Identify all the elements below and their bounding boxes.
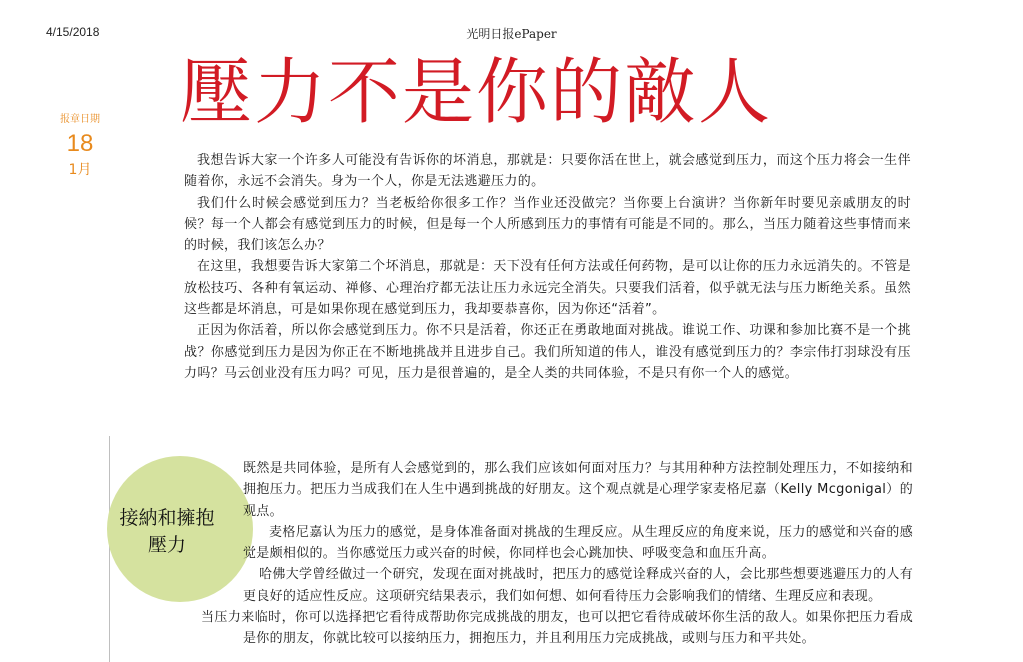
- article-paragraph: 我想告诉大家一个许多人可能没有告诉你的坏消息，那就是：只要你活在世上，就会感觉到压力，而这个压力将会一生伴随着你，永远不会消失。身为一个人，你是无法逃避压力的。: [184, 153, 911, 190]
- date-day: 18: [66, 130, 94, 157]
- headline: 壓力不是你的敵人: [180, 50, 773, 134]
- article-paragraph: 在这里，我想要告诉大家第二个坏消息，那就是：天下没有任何方法或任何药物，是可以让你的压力永远消失的。不管是放松技巧、各种有氧运动、禅修、心理治疗都无法让压力永远完全消失。只要我们活着，似乎就无法与压力断绝关系。虽然这些都是坏消息，可是如果你现在感觉到压力，我却要恭喜你，因为你还“活着”。: [184, 259, 911, 318]
- date-month: 1月: [68, 162, 92, 178]
- section-title-line: 接納和擁抱: [119, 507, 215, 529]
- article-paragraph: 我们什么时候会感觉到压力？当老板给你很多工作？当作业还没做完？当你要上台演讲？当你新年时要见亲戚朋友的时候？每一个人都会有感觉到压力的时候，但是每一个人所感到压力的事情有可能是不同的。那么，当压力随着这些事情而来的时候，我们该怎么办？: [184, 195, 911, 254]
- section-paragraph: 当压力来临时，你可以选择把它看待成帮助你完成挑战的朋友，也可以把它看待成破坏你生活的敌人。如果你把压力看成是你的朋友，你就比较可以接纳压力，拥抱压力，并且利用压力完成挑战，或则与压力和平共处。: [201, 610, 913, 647]
- date-block: [52, 113, 108, 179]
- section-paragraph: 既然是共同体验，是所有人会感觉到的，那么我们应该如何面对压力？与其用种种方法控制处理压力，不如接纳和拥抱压力。把压力当成我们在人生中遇到挑战的好朋友。这个观点就是心理学家麦格尼嘉（Kelly Mcgonigal）的观点。: [243, 461, 913, 519]
- section-body: [201, 458, 913, 650]
- site-name: 光明日报ePaper: [466, 27, 557, 41]
- article-body: [184, 150, 911, 384]
- article-paragraph: 正因为你活着，所以你会感觉到压力。你不只是活着，你还正在勇敢地面对挑战。谁说工作、功课和参加比赛不是一个挑战？你感觉到压力是因为你正在不断地挑战并且进步自己。我们所知道的伟人，谁没有感觉到压力的？李宗伟打羽球没有压力吗？马云创业没有压力吗？可见，压力是很普遍的，是全人类的共同体验，不是只有你一个人的感觉。: [184, 323, 911, 381]
- date-label: 报章日期: [60, 114, 100, 125]
- section-paragraph: 麦格尼嘉认为压力的感觉，是身体准备面对挑战的生理反应。从生理反应的角度来说，压力的感觉和兴奋的感觉是颇相似的。当你感觉压力或兴奋的时候，你同样也会心跳加快、呼吸变急和血压升高。: [243, 524, 913, 562]
- section-paragraph: 哈佛大学曾经做过一个研究，发现在面对挑战时，把压力的感觉诠释成兴奋的人，会比那些想要逃避压力的人有更良好的适应性反应。这项研究结果表示，我们如何想、如何看待压力会影响我们的情绪、生理反应和表现。: [243, 567, 913, 604]
- section-title-line: 壓力: [147, 534, 186, 556]
- section-title: [107, 505, 227, 559]
- print-date: 4/15/2018: [46, 25, 100, 39]
